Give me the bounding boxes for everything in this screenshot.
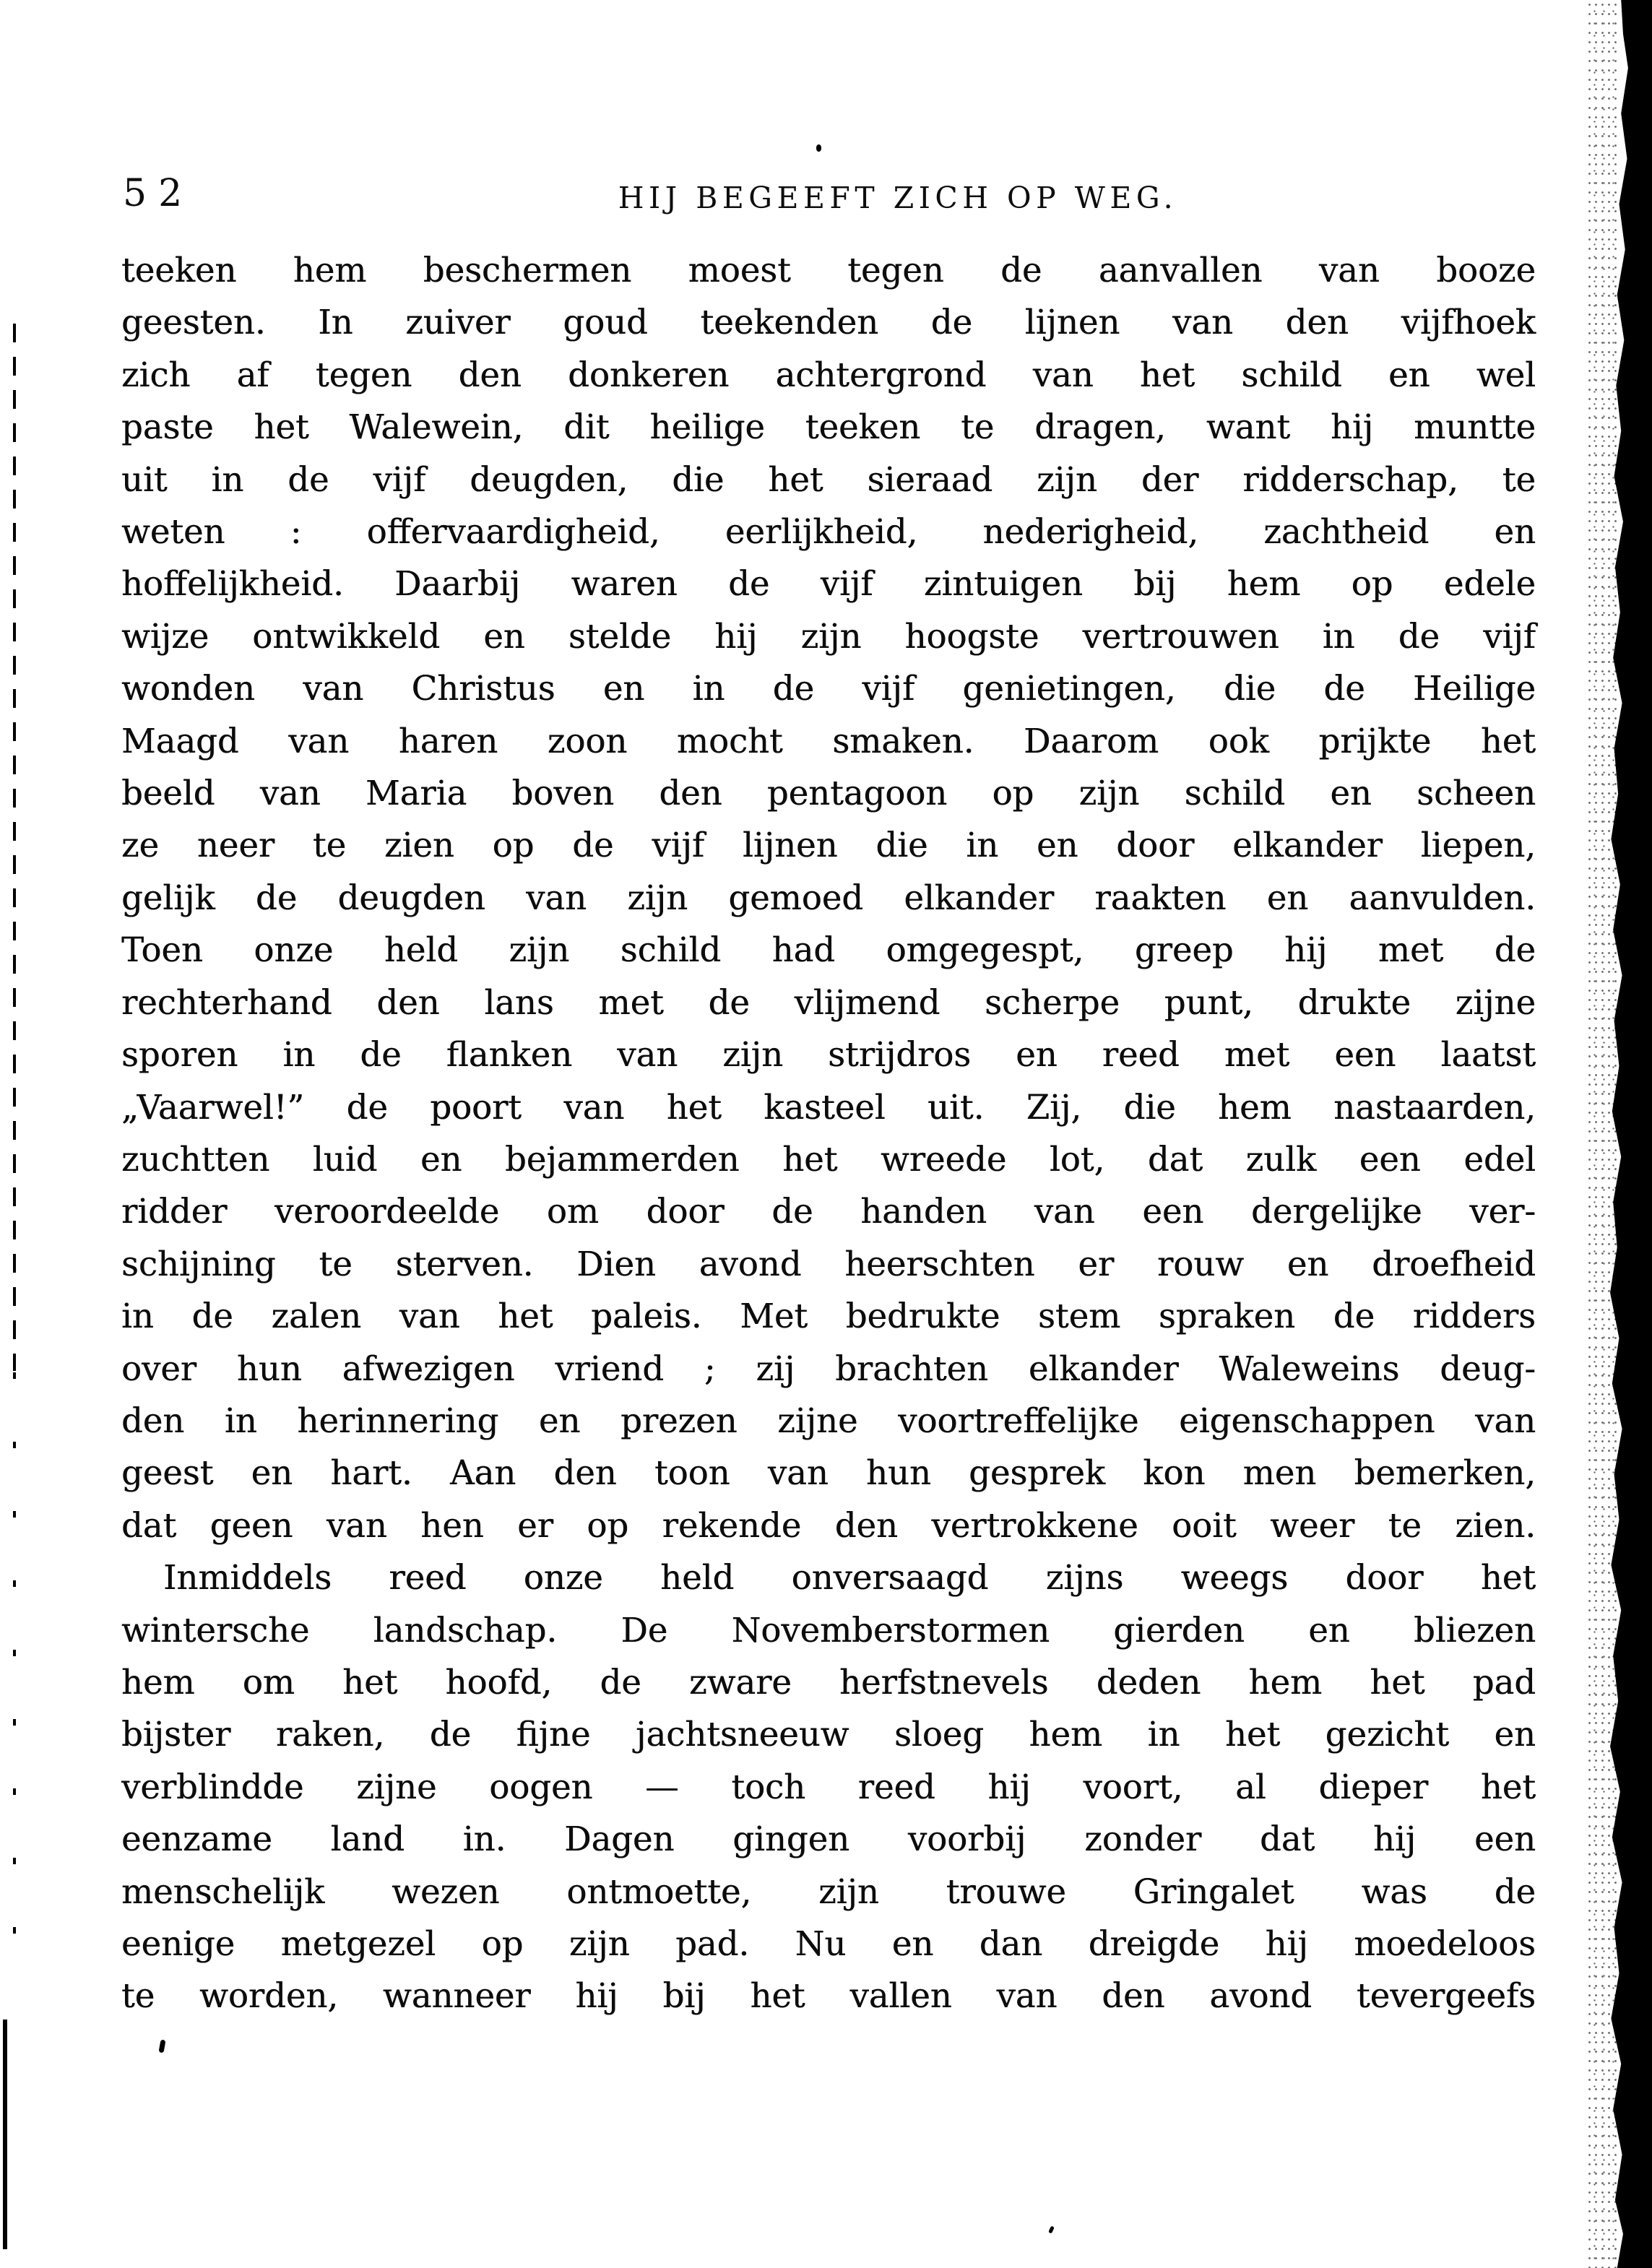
text-line: schijning te sterven. Dien avond heerschten er rouw en droefheid xyxy=(121,1244,1536,1284)
text-line: beeld van Maria boven den pentagoon op zijn schild en scheen xyxy=(121,774,1536,813)
text-line: paste het Walewein, dit heilige teeken te dragen, want hij muntte xyxy=(121,407,1536,447)
text-line: zich af tegen den donkeren achtergrond van het schild en wel xyxy=(121,355,1536,394)
text-line: in de zalen van het paleis. Met bedrukte stem spraken de ridders xyxy=(121,1297,1536,1336)
text-line: teeken hem beschermen moest tegen de aanvallen van booze xyxy=(121,251,1536,290)
text-line: dat geen van hen er op rekende den vertrokkene ooit weer te zien. xyxy=(121,1505,1536,1545)
text-line: eenzame land in. Dagen gingen voorbij zonder dat hij een xyxy=(121,1819,1536,1859)
text-line: „Vaarwel!” de poort van het kasteel uit. Zij, die hem nastaarden, xyxy=(121,1087,1536,1127)
text-line: te worden, wanneer hij bij het vallen van den avond tevergeefs xyxy=(121,1976,1536,2016)
text-line: eenige metgezel op zijn pad. Nu en dan dreigde hij moedeloos xyxy=(121,1924,1536,1963)
text-line: menschelijk wezen ontmoette, zijn trouwe Gringalet was de xyxy=(121,1871,1536,1911)
text-line: uit in de vijf deugden, die het sieraad zijn der ridderschap, te xyxy=(121,459,1536,499)
text-line: geesten. In zuiver goud teekenden de lijnen van den vijfhoek xyxy=(121,303,1536,342)
text-line: rechterhand den lans met de vlijmend scherpe punt, drukte zijne xyxy=(121,982,1536,1022)
text-line: Inmiddels reed onze held onversaagd zijns weegs door het xyxy=(163,1558,1536,1598)
text-line: den in herinnering en prezen zijne voortreffelijke eigenschappen van xyxy=(121,1401,1536,1440)
text-line: geest en hart. Aan den toon van hun gesprek kon men bemerken, xyxy=(121,1453,1536,1493)
text-line: sporen in de flanken van zijn strijdros en reed met een laatst xyxy=(121,1035,1536,1075)
body-text xyxy=(121,244,1536,2022)
text-line: hoffelijkheid. Daarbij waren de vijf zintuigen bij hem op edele xyxy=(121,564,1536,604)
text-line: Maagd van haren zoon mocht smaken. Daarom ook prijkte het xyxy=(121,721,1536,761)
scan-speck-icon xyxy=(1048,2225,1055,2233)
text-line: wonden van Christus en in de vijf genietingen, die de Heilige xyxy=(121,669,1536,709)
text-line: over hun afwezigen vriend ; zij brachten elkander Waleweins deug- xyxy=(121,1349,1536,1388)
text-line: wijze ontwikkeld en stelde hij zijn hoogste vertrouwen in de vijf xyxy=(121,616,1536,656)
text-line: verblindde zijne oogen — toch reed hij voort, al dieper het xyxy=(121,1767,1536,1806)
page-edge-line-sparse xyxy=(13,1372,16,1986)
page-number: 52 xyxy=(123,172,194,215)
text-line: ridder veroordeelde om door de handen van een dergelijke ver- xyxy=(121,1192,1536,1232)
page-edge-line-bottom xyxy=(3,2020,7,2249)
text-line: weten : offervaardigheid, eerlijkheid, nederigheid, zachtheid en xyxy=(121,512,1536,552)
page-edge-line xyxy=(13,324,16,1371)
text-line: Toen onze held zijn schild had omgegespt, greep hij met de xyxy=(121,930,1536,970)
running-title: HIJ BEGEEFT ZICH OP WEG. xyxy=(618,181,1178,215)
text-line: wintersche landschap. De Novemberstormen gierden en bliezen xyxy=(121,1610,1536,1650)
text-line: hem om het hoofd, de zware herfstnevels deden hem het pad xyxy=(121,1662,1536,1702)
scan-gutter-noise xyxy=(1586,0,1617,2268)
scan-speck-icon xyxy=(158,2040,165,2053)
text-line: ze neer te zien op de vijf lijnen die in en door elkander liepen, xyxy=(121,826,1536,865)
scan-speck-icon xyxy=(816,144,821,152)
text-line: bijster raken, de fijne jachtsneeuw sloeg hem in het gezicht en xyxy=(121,1715,1536,1754)
text-line: gelijk de deugden van zijn gemoed elkander raakten en aanvulden. xyxy=(121,878,1536,917)
text-line: zuchtten luid en bejammerden het wreede lot, dat zulk een edel xyxy=(121,1139,1536,1179)
